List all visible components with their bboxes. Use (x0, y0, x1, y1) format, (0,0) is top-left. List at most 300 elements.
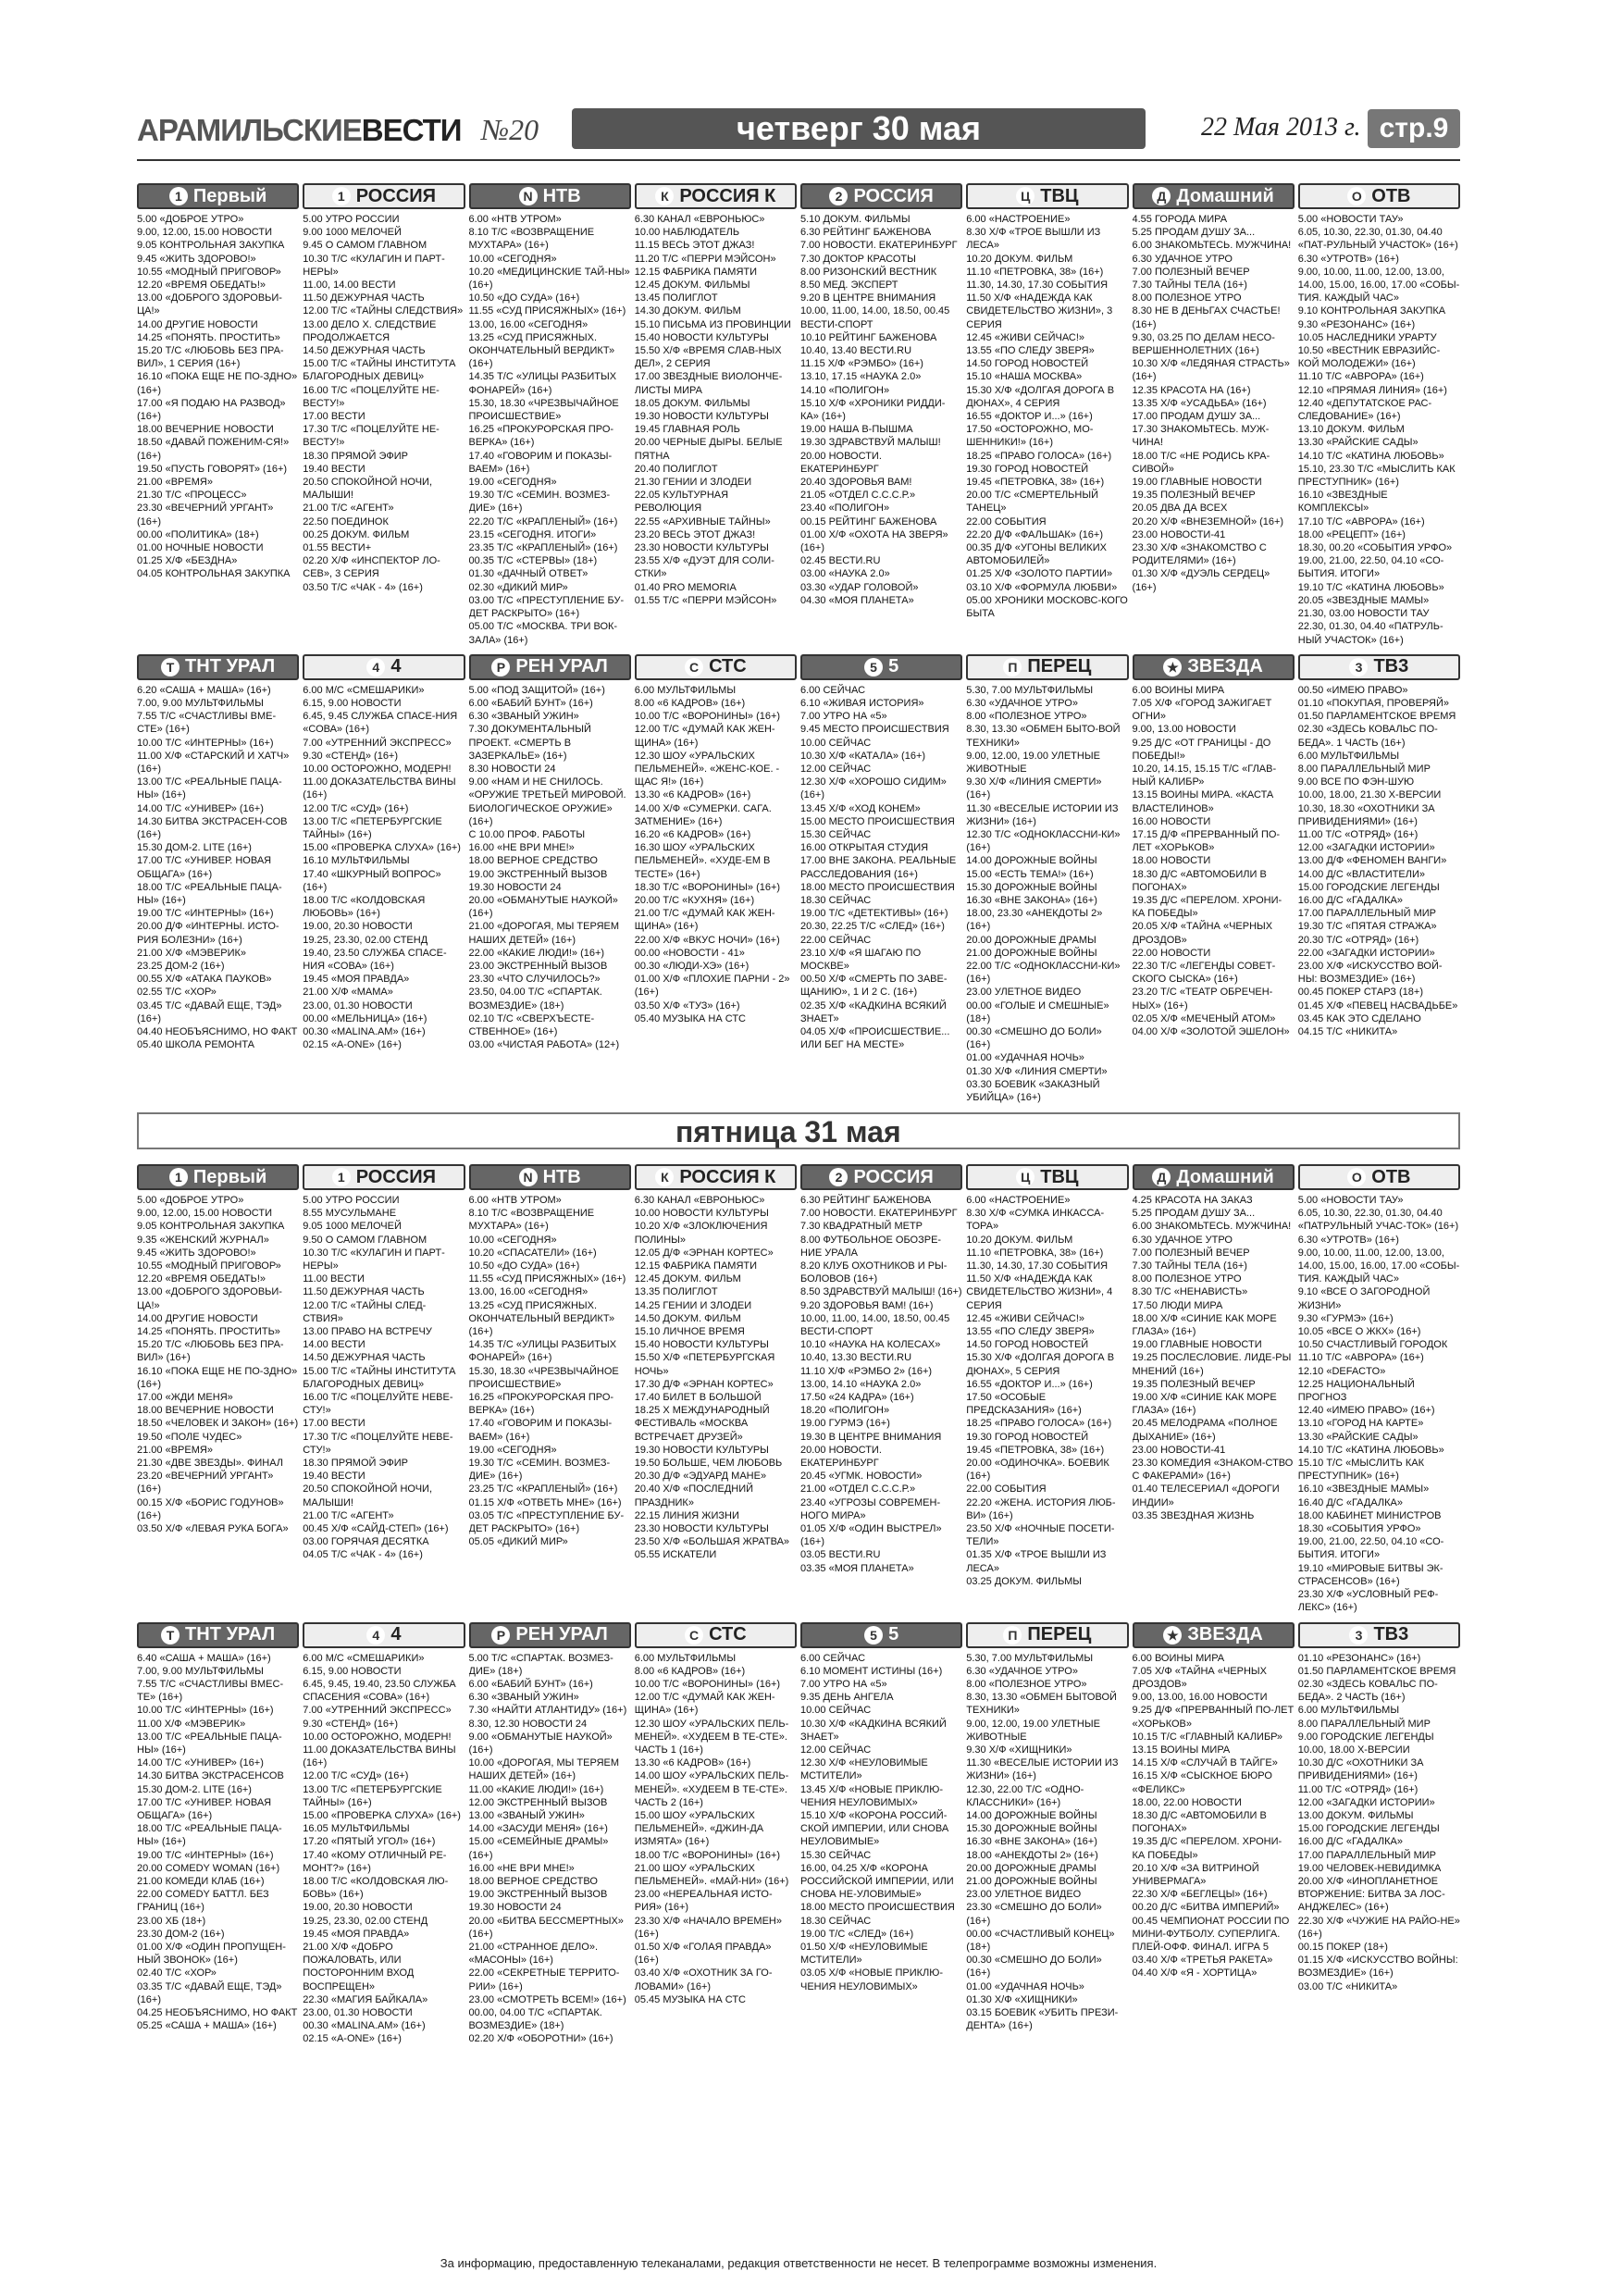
program-item: 19.00 «СЕГОДНЯ» (468, 477, 557, 489)
program-item: 13.00 Т/С «ПЕТЕРБУРГСКИЕ ТАЙНЫ» (16+) (303, 815, 442, 840)
program-item: 23.00 НОВОСТИ-41 (1132, 1444, 1226, 1456)
program-item: 19.30 ГОРОД НОВОСТЕЙ (966, 463, 1089, 475)
program-item: 03.50 Х/Ф «ТУЗ» (16+) (634, 999, 740, 1011)
program-item: 20.00 «БИТВА БЕССМЕРТНЫХ» (16+) (468, 1915, 624, 1940)
channel-header (303, 1164, 465, 1190)
program-item: 14.50 ДЕЖУРНАЯ ЧАСТЬ (303, 345, 426, 357)
channel-column (1298, 183, 1460, 647)
channel-name: ТВЦ (1040, 185, 1079, 206)
program-list (1133, 684, 1295, 1038)
program-item: 21.00 Х/Ф «ДОБРО ПОЖАЛОВАТЬ, ИЛИ ПОСТОРОННИМ ВХОД ВОСПРЕЩЕН» (303, 1941, 415, 1992)
program-item: 00.20 Д/С «БИТВА ИМПЕРИЙ» (1132, 1902, 1280, 1914)
program-item: 01.50 Х/Ф «ГОЛАЯ ПРАВДА» (16+) (634, 1941, 772, 1967)
program-item: 18.25 «ПРАВО ГОЛОСА» (16+) (966, 1418, 1112, 1430)
program-item: 19.30 НОВОСТИ КУЛЬТУРЫ (634, 1444, 769, 1456)
program-item: 20.00 COMEDY WOMAN (16+) (137, 1862, 280, 1874)
program-item: 04.00 Х/Ф «ЗОЛОТОЙ ЭШЕЛОН» (1132, 1025, 1290, 1037)
program-item: 03.50 Т/С «ЧАК - 4» (16+) (303, 581, 423, 593)
program-item: 23.40 «ПОЛИГОН» (800, 503, 890, 515)
program-item: 18.00 Т/С «КОЛДОВСКАЯ ЛЮБОВЬ» (16+) (303, 894, 426, 920)
channel-column (1133, 1622, 1295, 2046)
program-item: 22.30 Т/С «ЛЕГЕНДЫ СОВЕТ-СКОГО СЫСКА» (16+) (1132, 960, 1276, 986)
program-item: 16.40 Д/С «ГАДАЛКА» (1297, 1496, 1403, 1508)
program-item: 19.45 «МОЯ ПРАВДА» (303, 1928, 410, 1940)
program-item: 20.00 НОВОСТИ. ЕКАТЕРИНБУРГ (800, 1444, 882, 1470)
program-item: 03.30 «УДАР ГОЛОВОЙ» (800, 581, 919, 593)
program-item: 16.00 «НЕ ВРИ МНЕ!» (468, 1862, 575, 1874)
program-item: 6.45, 9.45, 19.40, 23.50 СЛУЖБА СПАСЕНИЯ «СОВА» (16+) (303, 1678, 456, 1704)
program-item: 9.45 «ЖИТЬ ЗДОРОВО!» (137, 1247, 256, 1259)
program-item: 01.00 НОЧНЫЕ НОВОСТИ (137, 542, 264, 554)
program-item: 20.00 «ОДИНОЧКА». БОЕВИК (16+) (966, 1458, 1109, 1483)
program-item: 03.40 Х/Ф «ТРЕТЬЯ РАКЕТА» (1132, 1955, 1273, 1967)
program-item: 01.05 Х/Ф «ОДИН ВЫСТРЕЛ» (16+) (800, 1523, 942, 1548)
program-item: 00.35 Т/С «СТЕРВЫ» (18+) (468, 555, 598, 567)
channel-column (800, 183, 962, 647)
program-list (800, 1652, 962, 1993)
channel-column (303, 1164, 465, 1615)
program-item: 19.00 Х/Ф «СИНИЕ КАК МОРЕ ГЛАЗА» (16+) (1132, 1392, 1277, 1417)
program-item: 02.45 ВЕСТИ.RU (800, 555, 881, 567)
program-list (303, 1652, 465, 2046)
program-item: 18.00 Т/С «КОЛДОВСКАЯ ЛЮ-БОВЬ» (16+) (303, 1875, 449, 1901)
channel-column (800, 1164, 962, 1615)
program-list (469, 1652, 631, 2046)
program-item: 21.00 «ОТДЕЛ С.С.С.Р.» (800, 1483, 916, 1496)
program-item: 13.30 «6 КАДРОВ» (16+) (634, 1757, 751, 1769)
program-item: 23.00 «НЕРЕАЛЬНАЯ ИСТО-РИЯ» (16+) (634, 1889, 773, 1914)
channel-header (137, 654, 299, 680)
program-item: 8.00 ПОЛЕЗНОЕ УТРО (1132, 292, 1242, 304)
program-item: 04.15 Т/С «НИКИТА» (1297, 1025, 1398, 1037)
channel-logo-icon: К (655, 1168, 674, 1186)
program-item: 19.35 ПОЛЕЗНЫЙ ВЕЧЕР (1132, 1378, 1256, 1390)
channel-header (469, 183, 631, 209)
channel-name: СТС (709, 656, 747, 677)
program-item: 9.20 В ЦЕНТРЕ ВНИМАНИЯ (800, 292, 936, 304)
program-item: 01.50 ПАРЛАМЕНТСКОЕ ВРЕМЯ (1297, 1665, 1456, 1677)
channel-logo-icon: 1 (332, 187, 351, 205)
program-item: 19.50 БОЛЬШЕ, ЧЕМ ЛЮБОВЬ (634, 1458, 783, 1470)
program-item: 13.10 ДОКУМ. ФИЛЬМ (1297, 424, 1405, 436)
program-item: 19.00, 21.00, 22.50, 04.10 «СО-БЫТИЯ. ИТОГИ» (1297, 1536, 1444, 1561)
program-item: 18.00, 23.30 «АНЕКДОТЫ 2» (16+) (966, 908, 1103, 933)
program-item: 16.10 «ЗВЕЗДНЫЕ МАМЫ» (1297, 1483, 1430, 1496)
program-item: 4.25 КРАСОТА НА ЗАКАЗ (1132, 1195, 1253, 1206)
program-item: 13.00 Т/С «ПЕТЕРБУРГСКИЕ ТАЙНЫ» (16+) (303, 1783, 442, 1808)
program-item: 9.00, 12.00, 15.00 НОВОСТИ (137, 227, 272, 239)
program-item: 18.50 «ЧЕЛОВЕК И ЗАКОН» (16+) (137, 1418, 299, 1430)
program-item: 16.05 МУЛЬТФИЛЬМЫ (303, 1823, 410, 1835)
program-item: 19.25 ПОСЛЕСЛОВИЕ. ЛИДЕ-РЫ МНЕНИЙ (16+) (1132, 1352, 1292, 1377)
program-item: 6.30 «УТРОТВ» (16+) (1297, 1234, 1399, 1246)
program-item: 23.30 «ЧТО СЛУЧИЛОСЬ?» (468, 974, 601, 986)
program-item: 10.00 НОВОСТИ КУЛЬТУРЫ (634, 1208, 769, 1220)
program-item: 9.05 КОНТРОЛЬНАЯ ЗАКУПКА (137, 240, 285, 252)
program-item: 12.45 ДОКУМ. ФИЛЬМ (634, 1273, 741, 1285)
program-item: 12.00 Т/С «СУД» (16+) (303, 1770, 409, 1782)
program-item: 03.30 БОЕВИК «ЗАКАЗНЫЙ УБИЙЦА» (16+) (966, 1078, 1100, 1103)
program-item: 23.30 «ВЕЧЕРНИЙ УРГАНТ» (16+) (137, 503, 274, 527)
channel-name: ЗВЕЗДА (1187, 656, 1263, 677)
program-list (303, 684, 465, 1052)
program-item: 10.55 «МОДНЫЙ ПРИГОВОР» (137, 1260, 281, 1272)
program-item: 23.35 Т/С «КРАПЛЕНЫЙ» (16+) (468, 542, 618, 554)
program-item: 14.00 Х/Ф «СУМЕРКИ. САГА. ЗАТМЕНИЕ» (16+) (634, 802, 772, 827)
program-item: 11.15 ВЕСЬ ЭТОТ ДЖАЗ! (634, 240, 755, 252)
program-item: 10.20 Х/Ф «ЗЛОКЛЮЧЕНИЯ ПОЛИНЫ» (634, 1221, 768, 1246)
program-list (303, 1194, 465, 1562)
program-item: 9.10 КОНТРОЛЬНАЯ ЗАКУПКА (1297, 305, 1446, 317)
channel-header (1298, 654, 1460, 680)
program-item: 13.30 «6 КАДРОВ» (16+) (634, 789, 751, 801)
program-item: 13.35 ПОЛИГЛОТ (634, 1286, 718, 1298)
program-item: 15.30, 18.30 «ЧРЕЗВЫЧАЙНОЕ ПРОИСШЕСТВИЕ» (468, 1365, 619, 1390)
program-item: 01.30 «ДАЧНЫЙ ОТВЕТ» (468, 568, 588, 580)
channel-logo-icon: ★ (1163, 1626, 1182, 1644)
program-item: 8.50 МЕД. ЭКСПЕРТ (800, 279, 898, 292)
channel-logo-icon: О (1347, 187, 1366, 205)
program-item: 19.40, 23.50 СЛУЖБА СПАСЕ-НИЯ «СОВА» (16+) (303, 947, 447, 972)
program-item: 8.00 РИЗОНСКИЙ ВЕСТНИК (800, 266, 937, 278)
program-item: 10.50 «ВЕСТНИК ЕВРАЗИЙС-КОЙ МОЛОДЕЖИ» (16+) (1297, 345, 1441, 370)
program-item: 7.55 Т/С «СЧАСТЛИВЫ ВМЕ-СТЕ» (16+) (137, 711, 277, 736)
program-item: 13.25 «СУД ПРИСЯЖНЫХ. ОКОНЧАТЕЛЬНЫЙ ВЕРДИКТ» (16+) (468, 331, 615, 370)
program-list (1133, 1652, 1295, 1980)
program-item: 21.00 Х/Ф «МАМА» (303, 987, 393, 999)
program-item: 01.40 PRO MEMORIA (634, 581, 737, 593)
channel-logo-icon: ★ (1163, 658, 1182, 676)
program-item: 23.50 Х/Ф «НОЧНЫЕ ПОСЕТИ-ТЕЛИ» (966, 1523, 1115, 1548)
channel-name: ПЕРЕЦ (1027, 1624, 1092, 1644)
program-item: 15.00 Т/С «ТАЙНЫ ИНСТИТУТА БЛАГОРОДНЫХ ДЕВИЦ» (303, 358, 456, 383)
program-item: 14.10 «ПОЛИГОН» (800, 384, 890, 396)
channel-header (1298, 183, 1460, 209)
program-item: 7.00 «УТРЕННИЙ ЭКСПРЕСС» (303, 737, 452, 749)
program-item: 9.00, 13.00 НОВОСТИ (1132, 724, 1236, 736)
program-item: 23.15 «СЕГОДНЯ. ИТОГИ» (468, 528, 597, 540)
program-item: 5.30, 7.00 МУЛЬТФИЛЬМЫ (966, 684, 1094, 696)
program-item: 23.25 ДОМ-2 (16+) (137, 960, 225, 972)
program-item: 19.50 «ПОЛЕ ЧУДЕС» (137, 1431, 242, 1443)
program-item: 23.00 «СМОТРЕТЬ ВСЕМ!» (16+) (468, 1993, 626, 2005)
program-item: 01.25 Х/Ф «БЕЗДНА» (137, 555, 238, 567)
program-item: 03.35 «МОЯ ПЛАНЕТА» (800, 1562, 914, 1574)
program-item: 8.20 КЛУБ ОХОТНИКОВ И РЫ-БОЛОВОВ (16+) (800, 1260, 948, 1285)
program-item: 13.10, 17.15 «НАУКА 2.0» (800, 371, 922, 383)
program-item: 8.00 ПАРАЛЛЕЛЬНЫЙ МИР (1297, 1718, 1431, 1730)
program-list (137, 213, 299, 581)
program-item: 18.30 СЕЙЧАС (800, 894, 872, 906)
program-item: 9.05 1000 МЕЛОЧЕЙ (303, 1221, 402, 1233)
program-item: 03.35 ЗВЕЗДНАЯ ЖИЗНЬ (1132, 1509, 1255, 1521)
program-item: 14.25 «ПОНЯТЬ. ПРОСТИТЬ» (137, 1326, 280, 1338)
day-heading: четверг 30 мая (572, 108, 1146, 149)
program-item: 7.00 УТРО НА «5» (800, 711, 887, 723)
program-item: 18.00 Х/Ф «СИНИЕ КАК МОРЕ ГЛАЗА» (16+) (1132, 1312, 1277, 1338)
program-item: 13.00, 16.00 «СЕГОДНЯ» (468, 318, 588, 330)
program-item: 13.45 Х/Ф «ХОД КОНЕМ» (800, 802, 921, 814)
program-item: 01.00 Х/Ф «ОХОТА НА ЗВЕРЯ» (16+) (800, 528, 948, 554)
program-item: 15.50 Х/Ф «ПЕТЕРБУРГСКАЯ НОЧЬ» (634, 1352, 775, 1377)
newspaper-title (137, 109, 461, 152)
program-item: 22.30 «МАГИЯ БАЙКАЛА» (303, 1993, 428, 2005)
program-item: 17.00 Т/С «УНИВЕР. НОВАЯ ОБЩАГА» (16+) (137, 855, 272, 880)
program-item: 11.30, 14.30, 17.30 СОБЫТИЯ (966, 1260, 1109, 1272)
thursday-schedule (137, 183, 1460, 1103)
program-item: 11.20 Т/С «ПЕРРИ МЭЙСОН» (634, 253, 776, 265)
program-item: 5.10 ДОКУМ. ФИЛЬМЫ (800, 214, 911, 225)
program-item: 6.00 МУЛЬТФИЛЬМЫ (634, 1652, 737, 1664)
channel-logo-icon: С (685, 1626, 703, 1644)
program-item: 18.00 Т/С «НЕ РОДИСЬ КРА-СИВОЙ» (1132, 450, 1270, 475)
channel-name: Первый (192, 1166, 267, 1187)
channel-name: РОССИЯ (355, 185, 437, 206)
program-item: 02.40 Т/С «ХОР» (137, 1967, 217, 1980)
program-item: 12.30 Т/С «ОДНОКЛАССНИ-КИ» (16+) (966, 828, 1121, 854)
program-item: 11.50 ДЕЖУРНАЯ ЧАСТЬ (303, 1286, 425, 1298)
program-item: 21.00 «ВРЕМЯ» (137, 477, 213, 489)
channel-header (303, 654, 465, 680)
program-item: 9.00, 13.00, 16.00 НОВОСТИ (1132, 1692, 1268, 1704)
program-item: 9.35 ДЕНЬ АНГЕЛА (800, 1692, 894, 1704)
channel-logo-icon: Д (1152, 1168, 1171, 1186)
program-item: 14.50 ГОРОД НОВОСТЕЙ (966, 1339, 1089, 1351)
program-item: 21.30 «ДВЕ ЗВЕЗДЫ». ФИНАЛ (137, 1458, 284, 1470)
program-item: 00.00 «ПОЛИТИКА» (18+) (137, 528, 259, 540)
channel-name: СТС (709, 1624, 747, 1644)
program-item: 13.55 «ПО СЛЕДУ ЗВЕРЯ» (966, 345, 1095, 357)
program-list (303, 213, 465, 594)
program-item: 05.00 Т/С «МОСКВА. ТРИ ВОК-ЗАЛА» (16+) (468, 621, 618, 646)
program-item: 16.00 Д/С «ГАДАЛКА» (1297, 894, 1403, 906)
program-item: 19.45 «МОЯ ПРАВДА» (303, 974, 410, 986)
program-item: 19.00 ЭКСТРЕННЫЙ ВЫЗОВ (468, 1889, 608, 1901)
channel-header (469, 654, 631, 680)
program-item: 19.30 Т/С «ПЯТАЯ СТРАЖА» (1297, 921, 1437, 933)
program-item: 18.20 «ПОЛИГОН» (800, 1405, 890, 1417)
program-item: 14.00 ДРУГИЕ НОВОСТИ (137, 1312, 258, 1324)
program-item: 20.40 Х/Ф «ПОСЛЕДНИЙ ПРАЗДНИК» (634, 1483, 754, 1508)
program-item: 23.20 ВЕСЬ ЭТОТ ДЖАЗ! (634, 528, 756, 540)
program-item: 16.55 «ДОКТОР И...» (16+) (966, 1378, 1093, 1390)
channel-name: Домашний (1176, 185, 1274, 206)
program-item: 13.00 «ЗВАНЫЙ УЖИН» (468, 1809, 585, 1821)
program-item: 6.00 ЗНАКОМЬТЕСЬ. МУЖЧИНА! (1132, 1221, 1292, 1233)
program-item: 8.30, 13.30 «ОБМЕН БЫТО-ВОЙ ТЕХНИКИ» (966, 724, 1121, 749)
program-item: 16.30 ШОУ «УРАЛЬСКИХ ПЕЛЬМЕНЕЙ». «ХУДЕ-ЕМ В ТЕСТЕ» (16+) (634, 842, 771, 880)
program-item: 10.00, 18.00 Х-ВЕРСИИ (1297, 1744, 1410, 1756)
program-item: 6.00 «НТВ УТРОМ» (468, 214, 562, 225)
program-item: 4.55 ГОРОДА МИРА (1132, 214, 1228, 225)
program-item: 19.30 Т/С «СЕМИН. ВОЗМЕЗ-ДИЕ» (16+) (468, 1458, 611, 1483)
program-item: 12.30 Х/Ф «НЕУЛОВИМЫЕ МСТИТЕЛИ» (800, 1757, 928, 1782)
program-item: 20.40 ПОЛИГЛОТ (634, 463, 718, 475)
program-item: 9.30 «РЕЗОНАНС» (16+) (1297, 318, 1416, 330)
channel-column (137, 183, 299, 647)
channel-name: РОССИЯ К (679, 1166, 776, 1187)
program-item: 21.30 ГЕНИИ И ЗЛОДЕИ (634, 477, 752, 489)
program-item: 9.45 МЕСТО ПРОИСШЕСТВИЯ (800, 724, 949, 736)
program-item: 19.40 ВЕСТИ (303, 463, 365, 475)
program-item: 10.00, 18.00, 21.30 Х-ВЕРСИИ (1297, 789, 1442, 801)
program-item: 23.30 НОВОСТИ КУЛЬТУРЫ (634, 542, 769, 554)
program-item: 23.00 ХБ (18+) (137, 1915, 206, 1927)
program-item: 20.10 Х/Ф «ЗА ВИТРИНОЙ УНИВЕРМАГА» (1132, 1862, 1259, 1887)
program-item: 02.15 «A-ONE» (16+) (303, 2033, 402, 2045)
program-item: 23.50 Х/Ф «БОЛЬШАЯ ЖРАТВА» (634, 1536, 790, 1548)
program-item: 16.00 НОВОСТИ (1132, 815, 1211, 827)
program-item: 22.20 Д/Ф «ФАЛЬШАК» (16+) (966, 528, 1103, 540)
program-item: 12.00 СЕЙЧАС (800, 1744, 872, 1756)
program-item: 9.30 «ГУРМЭ» (16+) (1297, 1312, 1394, 1324)
program-item: 23.00 Х/Ф «ИСКУССТВО ВОЙ-НЫ: ВОЗМЕЗДИЕ» (16+) (1297, 960, 1443, 986)
channel-column (303, 183, 465, 647)
channel-header (303, 183, 465, 209)
program-item: 22.30 Х/Ф «БЕГЛЕЦЫ» (16+) (1132, 1889, 1268, 1901)
program-item: 19.00 ЧЕЛОВЕК-НЕВИДИМКА (1297, 1862, 1442, 1874)
program-item: 13.00, 16.00 «СЕГОДНЯ» (468, 1286, 588, 1298)
channel-header (966, 183, 1128, 209)
program-item: 16.00 Д/С «ГАДАЛКА» (1297, 1836, 1403, 1848)
program-item: 17.30 ЗНАКОМЬТЕСЬ. МУЖ-ЧИНА! (1132, 424, 1270, 449)
thursday-row-2 (137, 654, 1460, 1105)
program-item: 10.30 Х/Ф «КАДКИНА ВСЯКИЙ ЗНАЕТ» (800, 1718, 947, 1743)
program-item: 18.00 МЕСТО ПРОИСШЕСТВИЯ (800, 881, 955, 893)
program-item: 14.50 ГОРОД НОВОСТЕЙ (966, 358, 1089, 370)
program-item: 12.30 ШОУ «УРАЛЬСКИХ ПЕЛЬ-МЕНЕЙ». «ХУДЕЕМ В ТЕ-СТЕ». ЧАСТЬ 1 (16+) (634, 1718, 789, 1756)
program-item: 17.20 «ПЯТЫЙ УГОЛ» (16+) (303, 1836, 436, 1848)
program-item: 16.10 МУЛЬТФИЛЬМЫ (303, 855, 410, 867)
program-item: 9.00, 10.00, 11.00, 12.00, 13.00, 14.00, 15.00, 16.00, 17.00 «СОБЫ-ТИЯ. КАЖДЫЙ ЧАС» (1297, 266, 1460, 304)
channel-header (966, 1164, 1128, 1190)
program-item: 8.00 «6 КАДРОВ» (16+) (634, 697, 746, 709)
program-item: 19.30 НОВОСТИ 24 (468, 1902, 562, 1914)
program-item: 23.20 Т/С «ТЕАТР ОБРЕЧЕН-НЫХ» (16+) (1132, 987, 1273, 1011)
program-item: 20.00 Т/С «КУХНЯ» (16+) (634, 894, 755, 906)
program-item: 23.20 «ВЕЧЕРНИЙ УРГАНТ» (16+) (137, 1471, 274, 1496)
program-item: 13.00 «ДОБРОГО ЗДОРОВЬИ-ЦА!» (137, 1286, 282, 1311)
channel-name: РЕН УРАЛ (515, 656, 608, 677)
program-item: 19.30 ЗДРАВСТВУЙ МАЛЫШ! (800, 437, 941, 449)
program-item: 14.00 ВЕСТИ (303, 1339, 365, 1351)
program-item: 01.55 ВЕСТИ+ (303, 542, 372, 554)
program-item: 21.00 Т/С «АГЕНТ» (303, 503, 394, 515)
program-item: 14.00 Т/С «УНИВЕР» (16+) (137, 802, 264, 814)
program-item: 15.30 СЕЙЧАС (800, 1849, 872, 1861)
channel-header (1133, 1622, 1295, 1648)
program-item: 18.30 «СОБЫТИЯ УРФО» (1297, 1523, 1421, 1535)
program-item: 13.25 «СУД ПРИСЯЖНЫХ. ОКОНЧАТЕЛЬНЫЙ ВЕРДИКТ» (16+) (468, 1299, 615, 1338)
channel-header (966, 1622, 1128, 1648)
channel-name: НТВ (542, 1166, 581, 1187)
program-item: 19.40 ВЕСТИ (303, 1471, 365, 1483)
program-item: 21.00 Т/С «АГЕНТ» (303, 1509, 394, 1521)
program-item: 7.05 Х/Ф «ГОРОД ЗАЖИГАЕТ ОГНИ» (1132, 697, 1272, 723)
program-item: 21.00 «ДОРОГАЯ, МЫ ТЕРЯЕМ НАШИХ ДЕТЕЙ» (16+) (468, 921, 620, 946)
program-item: 19.00, 20.30 НОВОСТИ (303, 1902, 413, 1914)
program-item: 8.30 Т/С «НЕНАВИСТЬ» (1132, 1286, 1248, 1298)
program-item: 20.00 «ОБМАНУТЫЕ НАУКОЙ» (16+) (468, 894, 618, 920)
program-item: 00.00 «ГОЛЫЕ И СМЕШНЫЕ» (18+) (966, 999, 1109, 1024)
channel-header (800, 1622, 962, 1648)
program-item: 18.30 Д/С «АВТОМОБИЛИ В ПОГОНАХ» (1132, 868, 1267, 893)
program-item: 15.10 ПИСЬМА ИЗ ПРОВИНЦИИ (634, 318, 791, 330)
program-item: 00.25 ДОКУМ. ФИЛЬМ (303, 528, 410, 540)
program-item: 6.00 ВОИНЫ МИРА (1132, 684, 1225, 696)
program-item: 05.45 МУЗЫКА НА СТС (634, 1993, 747, 2005)
program-item: 00.30 «MALINA.AM» (16+) (303, 2020, 426, 2032)
program-item: 10.00 «ДОРОГАЯ, МЫ ТЕРЯЕМ НАШИХ ДЕТЕЙ» (16+) (468, 1757, 620, 1782)
channel-name: 5 (888, 656, 899, 677)
program-item: 11.55 «СУД ПРИСЯЖНЫХ» (16+) (468, 1273, 626, 1285)
program-item: 6.00 ЗНАКОМЬТЕСЬ. МУЖЧИНА! (1132, 240, 1292, 252)
program-list (137, 684, 299, 1052)
channel-logo-icon: С (685, 658, 703, 676)
program-item: 03.00 Т/С «НИКИТА» (1297, 1980, 1398, 1992)
program-item: 02.20 Х/Ф «ИНСПЕКТОР ЛО-СЕВ», 3 СЕРИЯ (303, 555, 440, 580)
program-item: 8.30, 13.30 «ОБМЕН БЫТОВОЙ ТЕХНИКИ» (966, 1692, 1117, 1717)
program-item: 6.10 МОМЕНТ ИСТИНЫ (16+) (800, 1665, 943, 1677)
program-item: 10.20, 14.15, 15.15 Т/С «ГЛАВ-НЫЙ КАЛИБР» (1132, 763, 1277, 788)
program-item: 11.30 «ВЕСЕЛЫЕ ИСТОРИИ ИЗ ЖИЗНИ» (16+) (966, 1757, 1119, 1782)
program-item: 01.35 Х/Ф «ТРОЕ ВЫШЛИ ИЗ ЛЕСА» (966, 1549, 1107, 1574)
program-item: 17.00 ПАРАЛЛЕЛЬНЫЙ МИР (1297, 908, 1437, 920)
program-item: 14.50 ДОКУМ. ФИЛЬМ (634, 1312, 741, 1324)
program-item: 15.30 Х/Ф «ДОЛГАЯ ДОРОГА В ДЮНАХ», 4 СЕРИЯ (966, 384, 1115, 409)
program-item: 11.10 Т/С «АВРОРА» (16+) (1297, 1352, 1424, 1364)
program-item: 5.00 «НОВОСТИ ТАУ» (1297, 1195, 1404, 1206)
program-item: 20.05 ДВА ДА ВСЕХ (1132, 503, 1228, 515)
program-item: 11.00 ДОКАЗАТЕЛЬСТВА ВИНЫ (16+) (303, 1744, 456, 1769)
program-item: 13.45 ПОЛИГЛОТ (634, 292, 718, 304)
program-item: 02.55 Т/С «ХОР» (137, 987, 217, 999)
program-item: 15.00 «ЕСТЬ ТЕМА!» (16+) (966, 868, 1094, 880)
program-item: 7.00, 9.00 МУЛЬТФИЛЬМЫ (137, 1665, 264, 1677)
masthead (137, 104, 1460, 157)
channel-name: 4 (390, 1624, 402, 1644)
channel-name: ТНТ УРАЛ (185, 656, 276, 677)
program-item: 19.25, 23.30, 02.00 СТЕНД (303, 1915, 428, 1927)
channel-column (469, 654, 631, 1105)
program-item: 02.05 Х/Ф «МЕЧЕНЫЙ АТОМ» (1132, 1012, 1276, 1024)
program-item: 12.30, 22.00 Т/С «ОДНО-КЛАССНИКИ» (16+) (966, 1783, 1084, 1808)
program-item: 16.00 Т/С «ПОЦЕЛУЙТЕ НЕ-ВЕСТУ!» (303, 384, 440, 409)
program-item: 14.30 БИТВА ЭКСТРАСЕН-СОВ (16+) (137, 815, 288, 840)
channel-name: РОССИЯ (853, 185, 934, 206)
program-item: 15.10 «НАША МОСКВА» (966, 371, 1083, 383)
program-item: 10.40, 13.30 ВЕСТИ.RU (800, 1352, 912, 1364)
program-item: 13.00 Т/С «РЕАЛЬНЫЕ ПАЦА-НЫ» (16+) (137, 776, 282, 801)
program-item: 21.05 «ОТДЕЛ С.С.С.Р.» (800, 490, 916, 502)
program-item: 6.20 «САША + МАША» (16+) (137, 684, 271, 696)
program-list (137, 1194, 299, 1535)
program-item: 17.50 «ОСТОРОЖНО, МО-ШЕННИКИ!» (16+) (966, 424, 1094, 449)
program-item: 8.50 ЗДРАВСТВУЙ МАЛЫШ! (16+) (800, 1286, 962, 1298)
program-item: 19.00 Т/С «ИНТЕРНЫ» (16+) (137, 1849, 274, 1861)
program-item: 02.20 Х/Ф «ОБОРОТНИ» (16+) (468, 2033, 613, 2045)
program-item: 16.15 Х/Ф «СЫСКНОЕ БЮРО «ФЕЛИКС» (1132, 1770, 1272, 1795)
program-item: 13.30 «РАЙСКИЕ САДЫ» (1297, 437, 1419, 449)
program-item: 03.00 Т/С «ПРЕСТУПЛЕНИЕ БУ-ДЕТ РАСКРЫТО» (16+) (468, 594, 625, 620)
program-item: 12.00 ЭКСТРЕННЫЙ ВЫЗОВ (468, 1796, 608, 1808)
program-item: 8.10 Т/С «ВОЗВРАЩЕНИЕ МУХТАРА» (16+) (468, 227, 595, 252)
program-item: 16.00 «НЕ ВРИ МНЕ!» (468, 842, 575, 854)
program-item: 01.45 Х/Ф «ПЕВЕЦ НАСВАДЬБЕ» (1297, 999, 1458, 1011)
program-item: 21.00 ШОУ «УРАЛЬСКИХ ПЕЛЬМЕНЕЙ». «МАЙ-НИ» (16+) (634, 1862, 789, 1887)
program-item: 12.05 Д/Ф «ЭРНАН КОРТЕС» (634, 1247, 774, 1259)
program-item: 16.10 «ЗВЕЗДНЫЕ КОМПЛЕКСЫ» (1297, 490, 1388, 515)
